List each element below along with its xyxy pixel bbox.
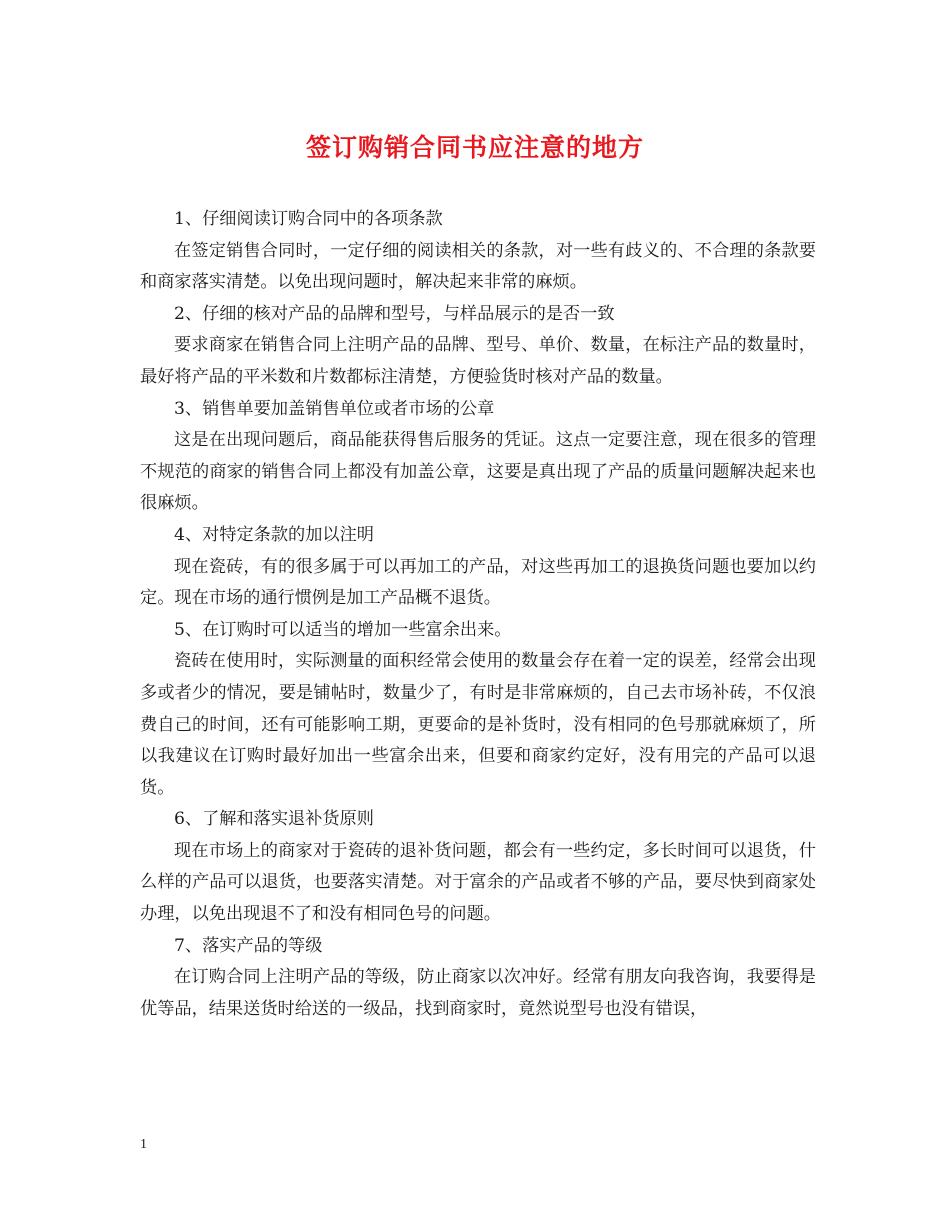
paragraph: 这是在出现问题后，商品能获得售后服务的凭证。这点一定要注意，现在很多的管理不规范的商家的销售合同上都没有加盖公章，这要是真出现了产品的质量问题解决起来也很麻烦。 — [140, 430, 816, 514]
document-body — [140, 204, 816, 1025]
paragraph: 1、仔细阅读订购合同中的各项条款 — [174, 209, 443, 229]
paragraph: 4、对特定条款的加以注明 — [174, 524, 374, 545]
paragraph: 2、仔细的核对产品的品牌和型号，与样品展示的是否一致 — [174, 303, 615, 324]
paragraph: 3、销售单要加盖销售单位或者市场的公章 — [174, 398, 495, 419]
paragraph: 现在瓷砖，有的很多属于可以再加工的产品，对这些再加工的退换货问题也要加以约定。现在市场的通行惯例是加工产品概不退货。 — [140, 556, 816, 609]
paragraph: 5、在订购时可以适当的增加一些富余出来。 — [174, 619, 512, 640]
paragraph: 7、落实产品的等级 — [174, 935, 323, 956]
paragraph: 在订购合同上注明产品的等级，防止商家以次冲好。经常有朋友向我咨询，我要得是优等品，结果送货时给送的一级品，找到商家时，竟然说型号也没有错误， — [140, 967, 816, 1019]
paragraph: 6、了解和落实退补货原则 — [174, 809, 374, 830]
paragraph: 在签定销售合同时，一定仔细的阅读相关的条款，对一些有歧义的、不合理的条款要和商家落实清楚。以免出现问题时，解决起来非常的麻烦。 — [140, 240, 816, 293]
page-title: 签订购销合同书应注意的地方 — [305, 133, 644, 162]
page-number: 1 — [140, 1137, 147, 1152]
paragraph: 瓷砖在使用时，实际测量的面积经常会使用的数量会存在着一定的误差，经常会出现多或者少的情况，要是铺帖时，数量少了，有时是非常麻烦的，自己去市场补砖，不仅浪费自己的时间，还有可能影响工期，更要命的是补货时，没有相同的色号那就麻烦了，所以我建议在订购时最好加出一些富余出来，但要和商家约定好，没有用完的产品可以退货。 — [140, 651, 816, 798]
paragraph: 现在市场上的商家对于瓷砖的退补货问题，都会有一些约定，多长时间可以退货，什么样的产品可以退货，也要落实清楚。对于富余的产品或者不够的产品，要尽快到商家处办理，以免出现退不了和没有相同色号的问题。 — [140, 840, 816, 925]
paragraph: 要求商家在销售合同上注明产品的品牌、型号、单价、数量，在标注产品的数量时，最好将产品的平米数和片数都标注清楚，方便验货时核对产品的数量。 — [140, 335, 816, 387]
